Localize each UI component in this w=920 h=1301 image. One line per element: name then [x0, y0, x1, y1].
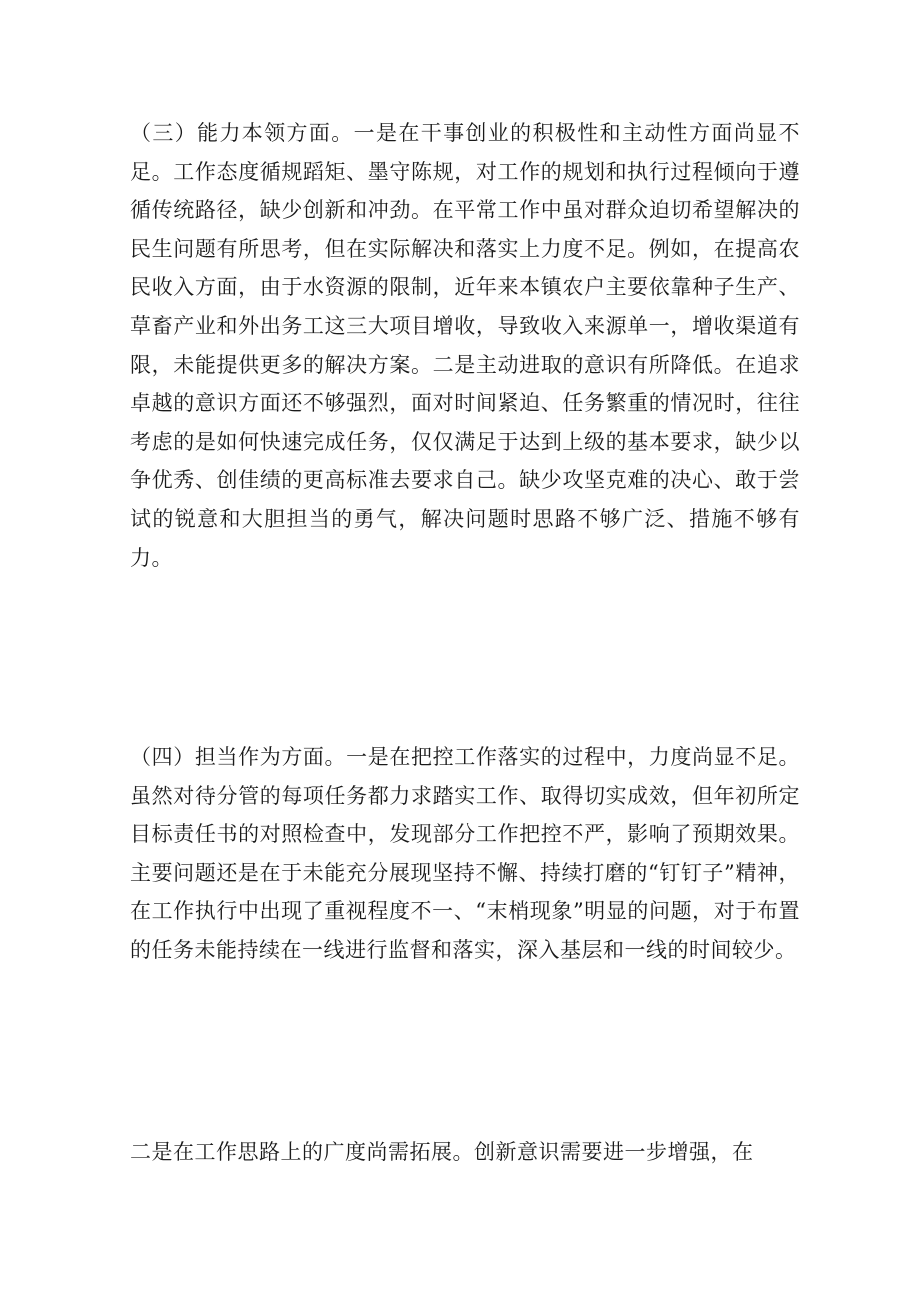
- paragraph-ability: （三）能力本领方面。一是在干事创业的积极性和主动性方面尚显不足。工作态度循规蹈矩、墨守陈规，对工作的规划和执行过程倾向于遵循传统路径，缺少创新和冲劲。在平常工作中虽对群众迫切希望解决的民生问题有所思考，但在实际解决和落实上力度不足。例如，在提高农民收入方面，由于水资源的限制，近年来本镇农户主要依靠种子生产、草畜产业和外出务工这三大项目增收，导致收入来源单一，增收渠道有限，未能提供更多的解决方案。二是主动进取的意识有所降低。在追求卓越的意识方面还不够强烈，面对时间紧迫、任务繁重的情况时，往往考虑的是如何快速完成任务，仅仅满足于达到上级的基本要求，缺少以争优秀、创佳绩的更高标准去要求自己。缺少攻坚克难的决心、敢于尝试的锐意和大胆担当的勇气，解决问题时思路不够广泛、措施不够有力。: [130, 121, 800, 570]
- paragraph-responsibility: （四）担当作为方面。一是在把控工作落实的过程中，力度尚显不足。虽然对待分管的每项任务都力求踏实工作、取得切实成效，但年初所定目标责任书的对照检查中，发现部分工作把控不严，影响了预期效果。主要问题还是在于未能充分展现坚持不懈、持续打磨的“钉钉子”精神，在工作执行中出现了重视程度不一、“末梢现象”明显的问题，对于布置的任务未能持续在一线进行监督和落实，深入基层和一线的时间较少。: [130, 745, 800, 962]
- paragraph-continuation: 二是在工作思路上的广度尚需拓展。创新意识需要进一步增强，在: [130, 1140, 754, 1164]
